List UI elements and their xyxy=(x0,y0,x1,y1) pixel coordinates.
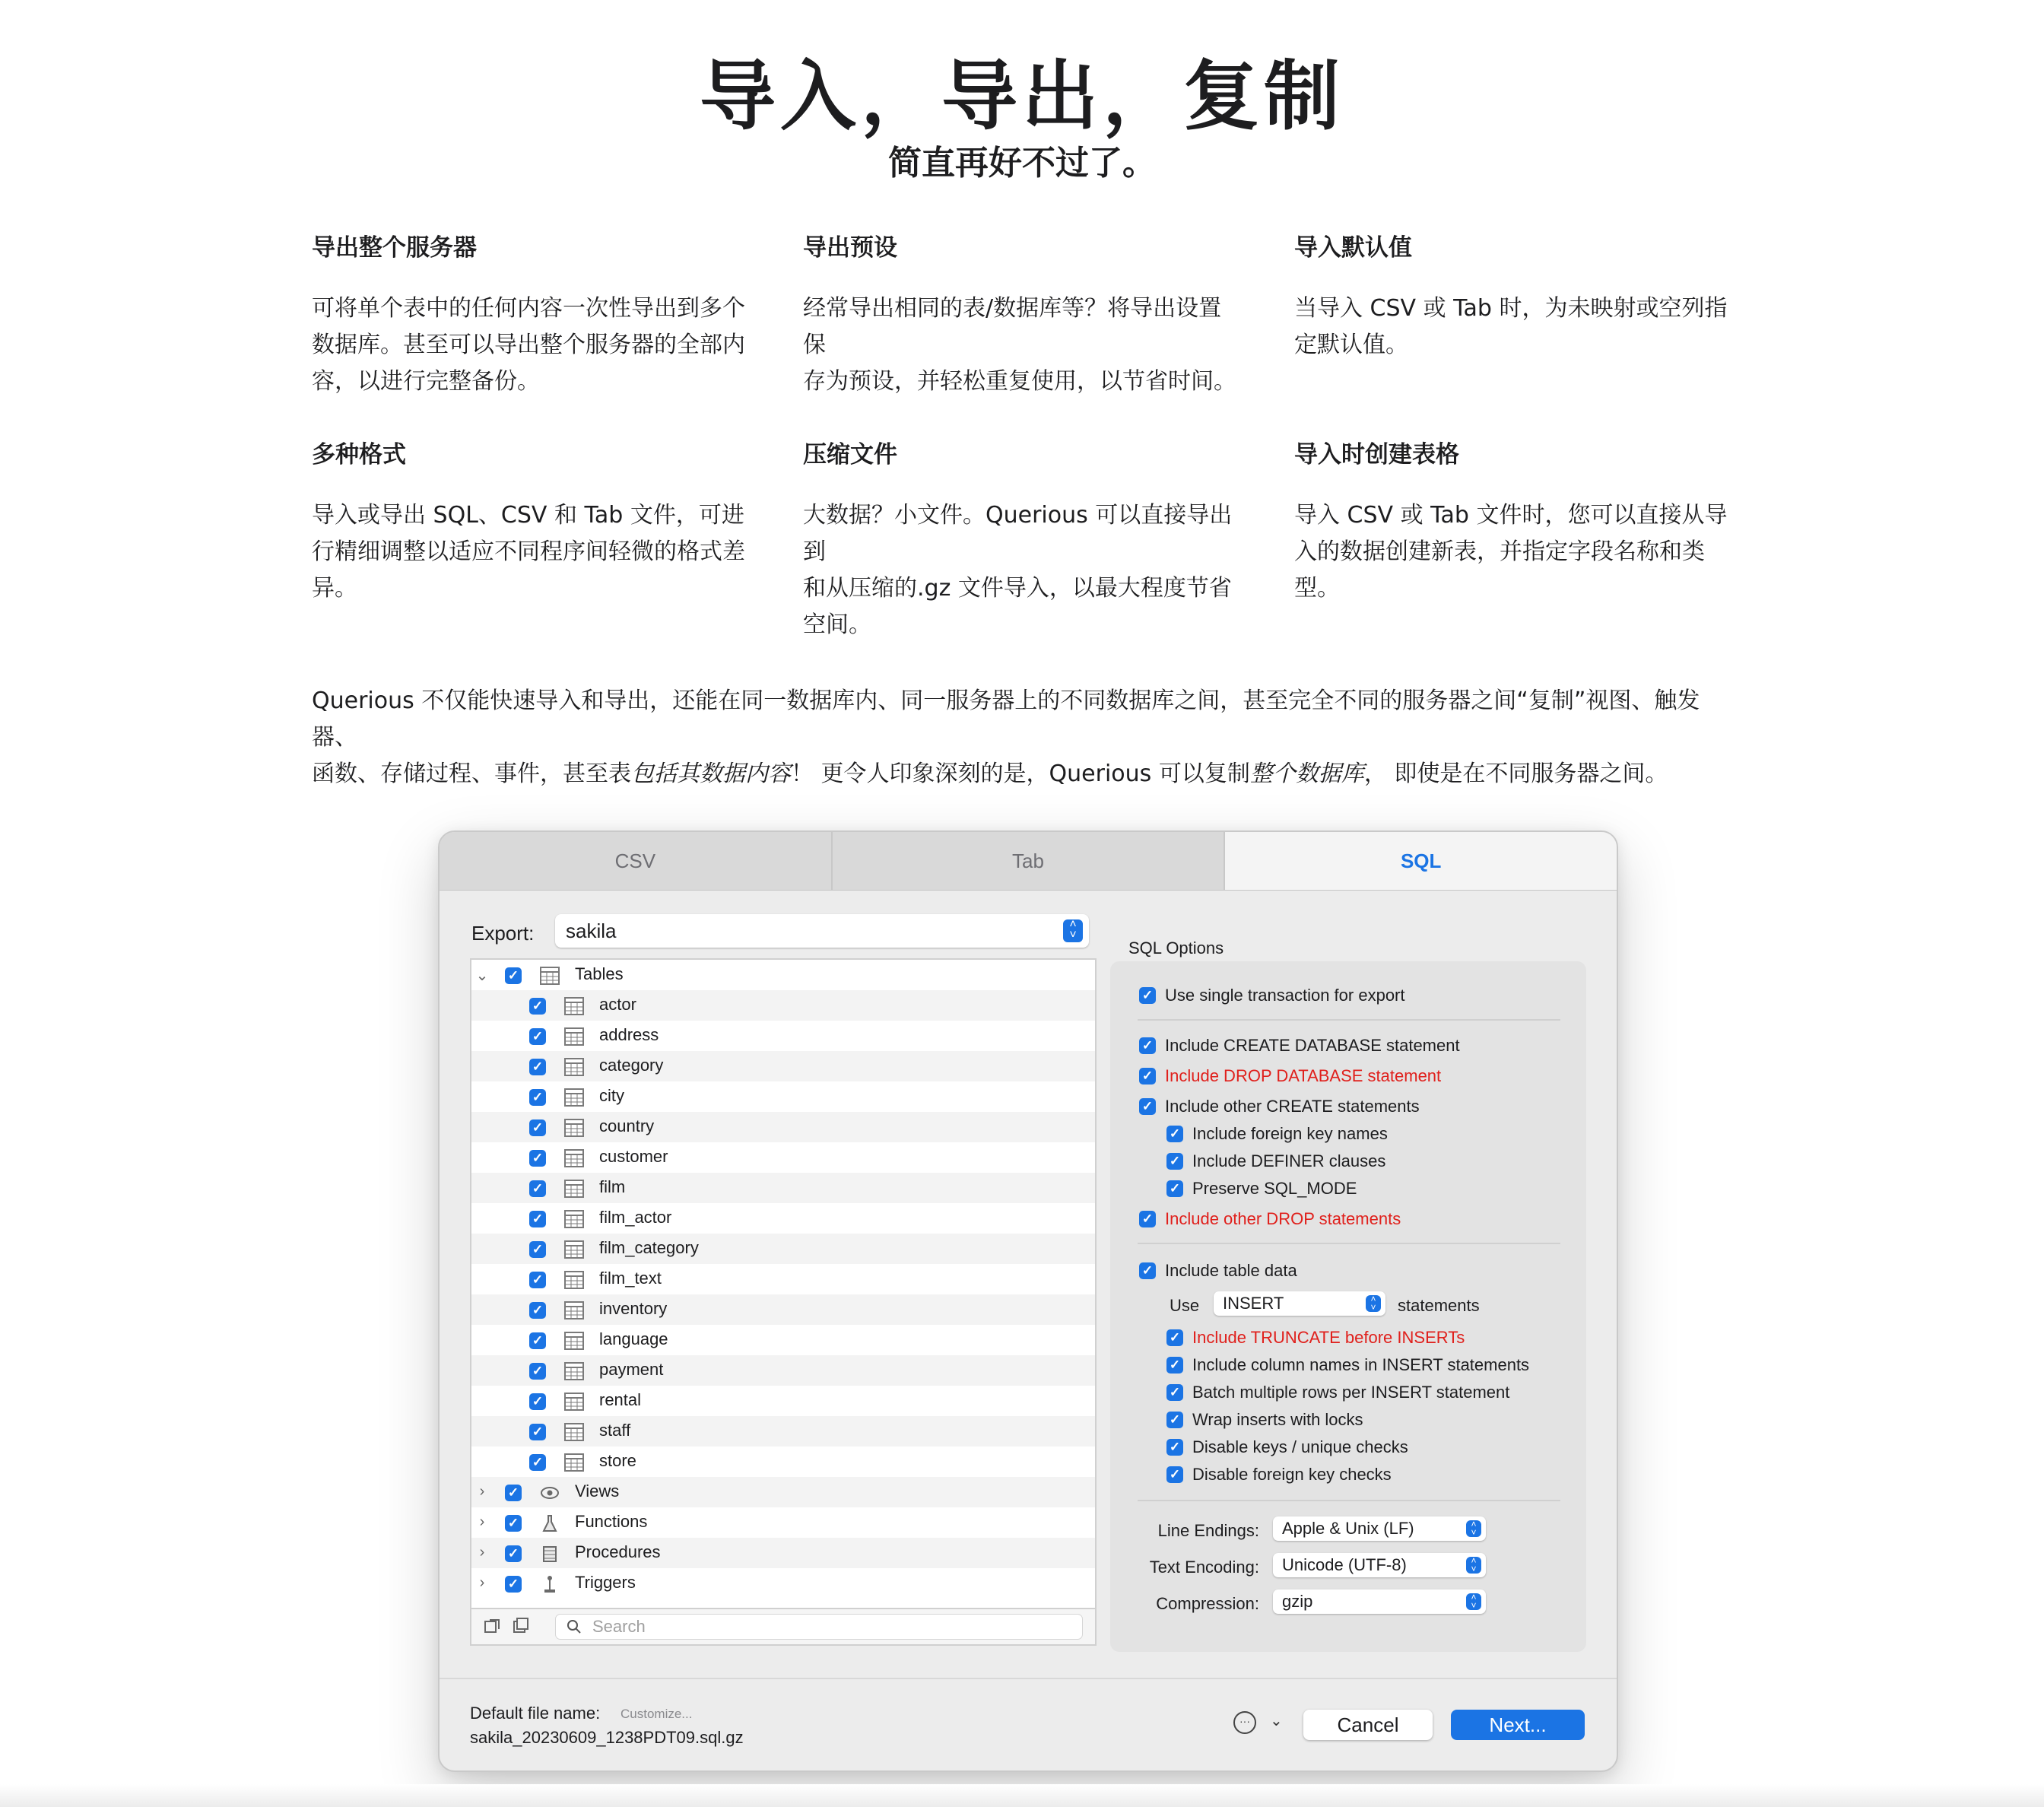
export-label: Export: xyxy=(471,922,535,945)
page-subtitle: 简直再好不过了。 xyxy=(888,144,1156,183)
tree-table-row[interactable] xyxy=(471,1203,1095,1234)
checkbox[interactable]: ✓ xyxy=(529,1028,546,1045)
tree-root-row[interactable] xyxy=(471,960,1095,990)
table-icon xyxy=(564,1148,584,1168)
tree-table-row[interactable] xyxy=(471,1173,1095,1203)
table-name: customer xyxy=(599,1147,668,1166)
chevron-right-icon[interactable]: › xyxy=(479,1544,485,1561)
line-endings-value: Apple & Unix (LF) xyxy=(1282,1519,1414,1538)
checkbox[interactable]: ✓ xyxy=(505,967,522,984)
checkbox[interactable]: ✓ xyxy=(529,1150,546,1167)
table-icon xyxy=(564,1453,584,1472)
page-edge xyxy=(0,1784,2044,1807)
tree-table-row[interactable] xyxy=(471,1112,1095,1142)
feature-title: 导出整个服务器 xyxy=(312,234,477,262)
table-icon xyxy=(564,1300,584,1320)
tree-table-row[interactable] xyxy=(471,1386,1095,1416)
tree-table-row[interactable] xyxy=(471,1416,1095,1447)
tree-table-row[interactable] xyxy=(471,1051,1095,1081)
feature-title: 导出预设 xyxy=(803,234,897,262)
tree-table-row[interactable] xyxy=(471,990,1095,1021)
table-name: store xyxy=(599,1451,636,1470)
divider xyxy=(1138,1019,1560,1021)
tree-group-row[interactable] xyxy=(471,1477,1095,1507)
table-name: payment xyxy=(599,1360,664,1379)
table-name: film_actor xyxy=(599,1208,672,1227)
checkbox[interactable]: ✓ xyxy=(529,998,546,1015)
divider xyxy=(1138,1243,1560,1244)
divider xyxy=(1138,1500,1560,1501)
group-name: Views xyxy=(575,1481,620,1501)
checkbox[interactable]: ✓ xyxy=(529,1059,546,1075)
group-name: Triggers xyxy=(575,1573,636,1592)
tree-table-row[interactable] xyxy=(471,1234,1095,1264)
description-paragraph: Querious 不仅能快速导入和导出，还能在同一数据库内、同一服务器上的不同数据库之间，甚至完全不同的服务器之间“复制”视图、触发器、 函数、存储过程、事件，甚至表包括其数据内容！ 更令人印象深刻的是，Querious 可以复制整个数据库， 即使是在不同服务器之间。 xyxy=(312,688,1700,787)
group-name: Functions xyxy=(575,1512,648,1531)
use-label: Use xyxy=(1170,1296,1200,1315)
table-icon xyxy=(564,1392,584,1412)
checkbox[interactable]: ✓ xyxy=(1166,1153,1183,1170)
text-encoding-label: Text Encoding: xyxy=(1149,1558,1259,1577)
checkbox[interactable]: ✓ xyxy=(1166,1126,1183,1142)
table-name: language xyxy=(599,1329,668,1348)
text-encoding-select[interactable] xyxy=(1273,1553,1486,1577)
statements-label: statements xyxy=(1398,1296,1480,1315)
feature-title: 导入时创建表格 xyxy=(1294,441,1459,468)
checkbox[interactable]: ✓ xyxy=(505,1485,522,1501)
search-input[interactable] xyxy=(555,1614,1083,1640)
checkbox[interactable]: ✓ xyxy=(529,1363,546,1380)
checkbox[interactable]: ✓ xyxy=(529,1211,546,1227)
stepper-icon: ˄ ˅ xyxy=(1366,1295,1381,1312)
table-icon xyxy=(564,1270,584,1290)
group-name: Procedures xyxy=(575,1542,661,1561)
checkbox[interactable]: ✓ xyxy=(529,1424,546,1440)
customize-link[interactable]: Customize... xyxy=(620,1707,693,1721)
checkbox[interactable]: ✓ xyxy=(505,1515,522,1532)
checkbox[interactable]: ✓ xyxy=(1166,1439,1183,1456)
checkbox[interactable]: ✓ xyxy=(1166,1412,1183,1428)
table-icon xyxy=(564,996,584,1016)
format-tabs xyxy=(440,832,1617,891)
lever-icon xyxy=(540,1574,560,1594)
table-name: inventory xyxy=(599,1299,668,1318)
more-options-icon[interactable]: ··· xyxy=(1233,1711,1256,1734)
tab-tab[interactable]: Tab xyxy=(833,832,1226,890)
tree-table-row[interactable] xyxy=(471,1142,1095,1173)
table-name: film_text xyxy=(599,1269,662,1288)
checkbox[interactable]: ✓ xyxy=(529,1454,546,1471)
checkbox[interactable]: ✓ xyxy=(529,1241,546,1258)
checkbox[interactable]: ✓ xyxy=(529,1332,546,1349)
search-icon xyxy=(567,1619,582,1634)
checkbox[interactable]: ✓ xyxy=(529,1119,546,1136)
stepper-icon: ˄ ˅ xyxy=(1466,1557,1481,1574)
checkbox[interactable]: ✓ xyxy=(529,1180,546,1197)
text-encoding-value: Unicode (UTF-8) xyxy=(1282,1555,1407,1574)
checkbox[interactable]: ✓ xyxy=(1139,987,1156,1004)
table-name: actor xyxy=(599,995,636,1014)
tree-footer xyxy=(470,1608,1097,1646)
stepper-icon: ˄ ˅ xyxy=(1466,1520,1481,1537)
compression-select[interactable] xyxy=(1273,1589,1486,1614)
feature-text: 可将单个表中的任何内容一次性导出到多个 数据库。甚至可以导出整个服务器的全部内 容，以进行完整备份。 xyxy=(312,295,745,395)
tree-group-row[interactable] xyxy=(471,1568,1095,1599)
checkbox[interactable]: ✓ xyxy=(1166,1329,1183,1346)
export-dialog xyxy=(438,830,1618,1772)
flask-icon xyxy=(540,1513,560,1533)
checkbox[interactable]: ✓ xyxy=(529,1393,546,1410)
feature-text: 当导入 CSV 或 Tab 时，为未映射或空列指 定默认值。 xyxy=(1294,295,1728,358)
checkbox[interactable]: ✓ xyxy=(529,1089,546,1106)
sql-options-title: SQL Options xyxy=(1128,938,1224,957)
tab-sql[interactable]: SQL xyxy=(1225,832,1617,890)
table-icon xyxy=(564,1179,584,1199)
feature-text: 大数据？小文件。Querious 可以直接导出到 和从压缩的.gz 文件导入，以最大程度节省 空间。 xyxy=(803,502,1233,638)
chevron-down-icon[interactable]: ⌄ xyxy=(1270,1713,1283,1729)
checkbox[interactable]: ✓ xyxy=(1166,1466,1183,1483)
object-tree xyxy=(470,958,1097,1628)
checkbox[interactable]: ✓ xyxy=(1139,1098,1156,1115)
export-select-value: sakila xyxy=(566,919,617,942)
table-icon xyxy=(564,1422,584,1442)
line-endings-select[interactable] xyxy=(1273,1516,1486,1541)
cylinder-icon xyxy=(540,1544,560,1564)
table-icon xyxy=(564,1209,584,1229)
table-icon xyxy=(564,1331,584,1351)
table-icon xyxy=(564,1027,584,1046)
table-icon xyxy=(564,1057,584,1077)
feature-text: 导入 CSV 或 Tab 文件时，您可以直接从导 入的数据创建新表，并指定字段名称和类 型。 xyxy=(1294,502,1728,602)
deselect-icon[interactable] xyxy=(513,1617,529,1634)
table-icon xyxy=(564,1088,584,1107)
checkbox[interactable]: ✓ xyxy=(1139,1262,1156,1279)
checkbox[interactable]: ✓ xyxy=(505,1576,522,1593)
stepper-icon: ˄ ˅ xyxy=(1466,1593,1481,1610)
divider xyxy=(440,1678,1617,1679)
checkbox[interactable]: ✓ xyxy=(1166,1357,1183,1374)
file-name: sakila_20230609_1238PDT09.sql.gz xyxy=(470,1728,744,1747)
feature-text: 经常导出相同的表/数据库等？将导出设置保 存为预设，并轻松重复使用，以节省时间。 xyxy=(803,295,1236,395)
table-icon xyxy=(564,1361,584,1381)
line-endings-label: Line Endings: xyxy=(1157,1521,1259,1540)
page-title: 导入，导出，复制 xyxy=(700,52,1344,141)
export-select[interactable] xyxy=(555,914,1089,948)
feature-title: 导入默认值 xyxy=(1294,234,1412,262)
table-name: film_category xyxy=(599,1238,699,1257)
chevron-down-icon[interactable]: ⌄ xyxy=(475,967,489,984)
feature-title: 多种格式 xyxy=(312,441,406,468)
table-icon xyxy=(564,1118,584,1138)
tree-group-row[interactable] xyxy=(471,1538,1095,1568)
chevron-right-icon[interactable]: › xyxy=(479,1574,485,1591)
stepper-icon: ˄ ˅ xyxy=(1063,919,1083,942)
eye-icon xyxy=(540,1483,560,1503)
tree-group-row[interactable] xyxy=(471,1507,1095,1538)
search-placeholder: Search xyxy=(592,1617,646,1636)
chevron-right-icon[interactable]: › xyxy=(479,1483,485,1500)
cancel-button[interactable]: Cancel xyxy=(1303,1710,1433,1740)
table-name: staff xyxy=(599,1421,631,1440)
tree-table-row[interactable] xyxy=(471,1294,1095,1325)
compression-value: gzip xyxy=(1282,1592,1313,1611)
tree-table-row[interactable] xyxy=(471,1447,1095,1477)
table-name: category xyxy=(599,1056,664,1075)
checkbox[interactable]: ✓ xyxy=(1166,1384,1183,1401)
chevron-right-icon[interactable]: › xyxy=(479,1513,485,1530)
default-file-name-label: Default file name: xyxy=(470,1704,601,1723)
table-name: country xyxy=(599,1116,655,1135)
tree-table-row[interactable] xyxy=(471,1081,1095,1112)
table-icon xyxy=(540,966,560,986)
tree-table-row[interactable] xyxy=(471,1264,1095,1294)
checkbox[interactable]: ✓ xyxy=(529,1302,546,1319)
feature-text: 导入或导出 SQL、CSV 和 Tab 文件，可进 行精细调整以适应不同程序间轻微的格式差 异。 xyxy=(312,502,745,602)
insert-mode-value: INSERT xyxy=(1223,1294,1284,1313)
checkbox[interactable]: ✓ xyxy=(1166,1180,1183,1197)
table-name: address xyxy=(599,1025,659,1044)
tree-table-row[interactable] xyxy=(471,1325,1095,1355)
table-icon xyxy=(564,1240,584,1259)
sql-options-panel: ✓ Use single transaction for export ✓ Include CREATE DATABASE statement ✓ Include DROP DATABASE statement ✓ Include other CREATE statements ✓ Include foreign key names ✓ Include DEFINER clauses ✓ Preserve SQL_MODE ✓ Include other DROP statements ✓ Include table data Use INSERT ˄ ˅ statements ✓ Include TRUNCATE before INSERTs ✓ Include column names in INSERT statements ✓ Batch multiple rows per INSERT statement ✓ Wrap inserts with locks ✓ Disable keys / unique checks ✓ Disable foreign key checks Line Endings: Apple & Unix (LF) ˄ ˅ Text Encoding: Unicode (UTF-8) ˄ ˅ Compression: gzip ˄ ˅ xyxy=(1110,961,1586,1652)
checkbox[interactable]: ✓ xyxy=(1139,1068,1156,1085)
checkbox[interactable]: ✓ xyxy=(529,1272,546,1288)
checkbox[interactable]: ✓ xyxy=(1139,1037,1156,1054)
checkbox[interactable]: ✓ xyxy=(505,1545,522,1562)
table-name: rental xyxy=(599,1390,642,1409)
checkbox[interactable]: ✓ xyxy=(1139,1211,1156,1227)
tree-table-row[interactable] xyxy=(471,1021,1095,1051)
tab-csv[interactable]: CSV xyxy=(440,832,833,890)
table-name: city xyxy=(599,1086,624,1105)
insert-mode-select[interactable] xyxy=(1214,1291,1385,1316)
tree-root-label: Tables xyxy=(575,964,624,983)
compression-label: Compression: xyxy=(1156,1594,1259,1613)
select-all-icon[interactable] xyxy=(484,1617,500,1634)
table-name: film xyxy=(599,1177,626,1196)
next-button[interactable]: Next... xyxy=(1451,1710,1585,1740)
feature-title: 压缩文件 xyxy=(803,441,897,468)
tree-table-row[interactable] xyxy=(471,1355,1095,1386)
